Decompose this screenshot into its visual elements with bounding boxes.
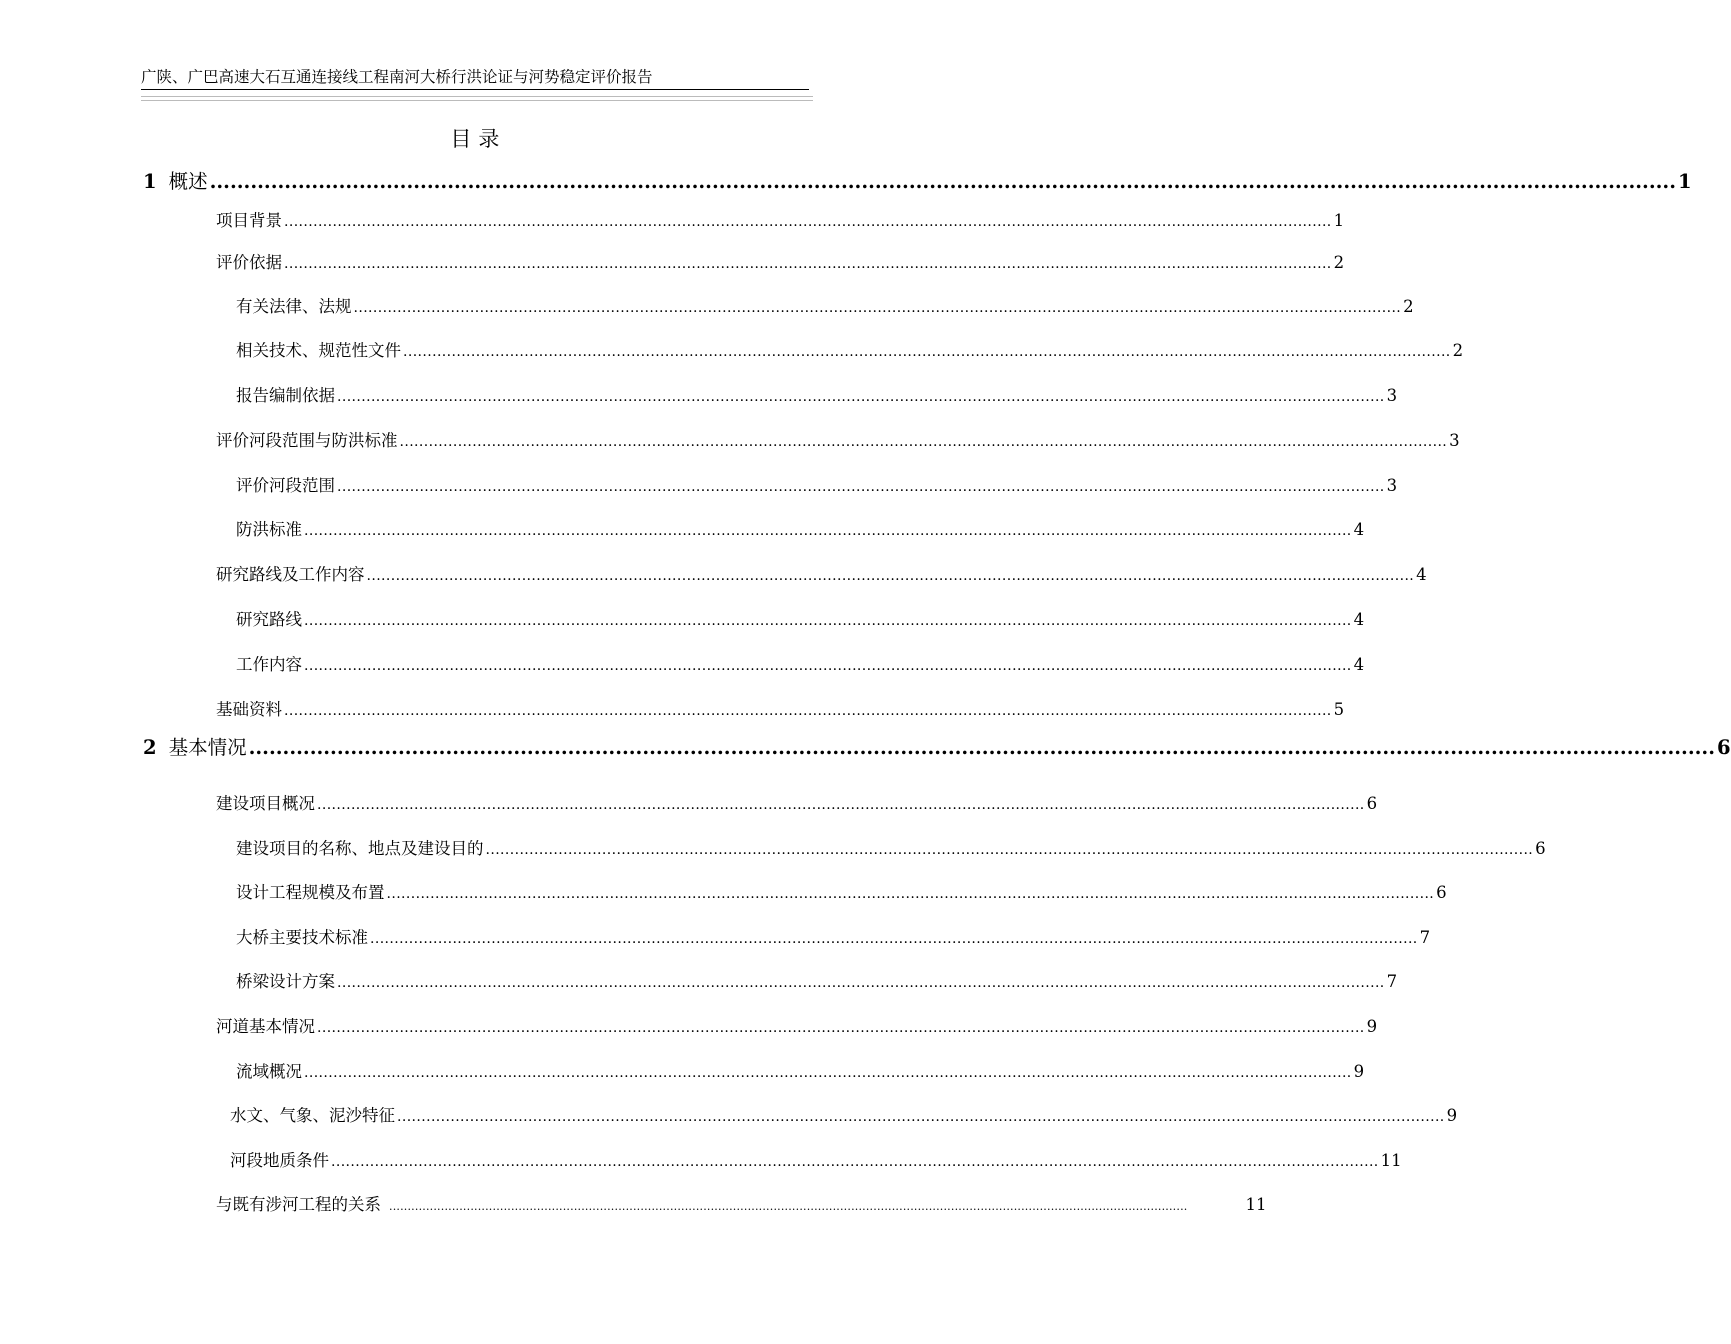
page-number: 3 bbox=[1386, 386, 1398, 405]
page-number: 1 bbox=[1333, 211, 1345, 230]
dot-leader: ........................................................................................................................................................................................................................ bbox=[304, 1065, 1352, 1081]
toc-entry[interactable] bbox=[230, 1149, 1402, 1173]
entry-title: 评价依据 bbox=[216, 253, 282, 272]
toc-entry[interactable] bbox=[216, 1193, 1267, 1217]
toc-entry[interactable] bbox=[236, 653, 1365, 677]
chapter-title: 概述 bbox=[168, 170, 208, 193]
dot-leader: ........................................................................................................................................................................................................................ bbox=[485, 842, 1534, 858]
page-number: 3 bbox=[1449, 431, 1460, 450]
toc-entry[interactable] bbox=[216, 563, 1427, 587]
entry-title: 流域概况 bbox=[236, 1062, 302, 1081]
dot-leader: ........................................................................................................................................................................................................................ bbox=[304, 613, 1352, 629]
entry-title: 相关技术、规范性文件 bbox=[236, 341, 401, 360]
page-number: 6 bbox=[1366, 794, 1378, 813]
toc-entry[interactable] bbox=[216, 251, 1345, 275]
entry-title: 与既有涉河工程的关系 bbox=[216, 1195, 381, 1214]
dot-leader: ........................................................................................................................................................................................................................ bbox=[337, 479, 1385, 495]
dot-leader: ........................................................................................................................................................................................................................ bbox=[317, 797, 1365, 813]
page-number: 2 bbox=[1452, 341, 1464, 360]
toc-entry[interactable] bbox=[236, 608, 1365, 632]
entry-title: 桥梁设计方案 bbox=[236, 972, 335, 991]
chapter-number: 1 bbox=[143, 170, 157, 193]
dot-leader: ........................................................................................................................................................................................................................ bbox=[337, 975, 1385, 991]
page-number: 4 bbox=[1353, 655, 1365, 674]
dot-leader: ........................................................................................................................................................................................................................ bbox=[397, 1109, 1445, 1125]
dot-leader: ........................................................................................................................................................................................................................ bbox=[284, 256, 1332, 272]
toc-entry[interactable] bbox=[216, 209, 1345, 233]
toc-entry[interactable] bbox=[236, 339, 1464, 363]
toc-entry[interactable] bbox=[236, 474, 1398, 498]
entry-title: 建设项目的名称、地点及建设目的 bbox=[236, 839, 484, 858]
page-number: 6 bbox=[1436, 883, 1447, 902]
toc-entry[interactable] bbox=[236, 837, 1546, 861]
entry-title: 研究路线及工作内容 bbox=[216, 565, 365, 584]
toc-title: 目 录 bbox=[450, 127, 500, 151]
dot-leader: ........................................................................................................................................................................................................................ bbox=[353, 300, 1402, 316]
dot-leader: ........................................................................................................................................................................................................................ bbox=[284, 703, 1332, 719]
entry-title: 建设项目概况 bbox=[216, 794, 315, 813]
toc-chapter-1[interactable] bbox=[143, 167, 1692, 197]
page-number: 5 bbox=[1333, 700, 1345, 719]
entry-title: 评价河段范围 bbox=[236, 476, 335, 495]
toc-entry[interactable] bbox=[230, 1104, 1458, 1128]
dot-leader: ........................................................................................................................................................................................................................ bbox=[366, 568, 1415, 584]
page-number: 9 bbox=[1446, 1106, 1458, 1125]
dot-leader: ........................................................................................................................................................................................................................ bbox=[304, 658, 1352, 674]
toc-entry[interactable] bbox=[216, 792, 1378, 816]
page-number: 6 bbox=[1716, 736, 1731, 759]
running-header: 广陕、广巴高速大石互通连接线工程南河大桥行洪论证与河势稳定评价报告 bbox=[141, 68, 653, 86]
page-number: 11 bbox=[1245, 1195, 1267, 1214]
header-rule bbox=[141, 89, 809, 90]
toc-chapter-2[interactable] bbox=[143, 733, 1731, 763]
dot-leader: ........................................................................................................................................................................................................................ bbox=[331, 1154, 1379, 1170]
toc-entry[interactable] bbox=[236, 518, 1365, 542]
page-number: 2 bbox=[1403, 297, 1414, 316]
header-double-rule bbox=[141, 96, 813, 101]
entry-title: 有关法律、法规 bbox=[236, 297, 352, 316]
toc-entry[interactable] bbox=[216, 1015, 1378, 1039]
entry-title: 研究路线 bbox=[236, 610, 302, 629]
entry-title: 工作内容 bbox=[236, 655, 302, 674]
entry-title: 河段地质条件 bbox=[230, 1151, 329, 1170]
dot-leader: ........................................................................................................................................................................................................................ bbox=[248, 736, 1715, 759]
page-number: 4 bbox=[1353, 610, 1365, 629]
page-number: 6 bbox=[1535, 839, 1546, 858]
entry-title: 项目背景 bbox=[216, 211, 282, 230]
page-number: 3 bbox=[1386, 476, 1398, 495]
page-number: 1 bbox=[1677, 170, 1692, 193]
dot-leader: ........................................................................................................................................................................................................................ bbox=[209, 170, 1676, 193]
toc-entry[interactable] bbox=[236, 881, 1447, 905]
toc-entry[interactable] bbox=[216, 698, 1345, 722]
dot-leader: ........................................................................................................................................................................................................................ bbox=[403, 344, 1451, 360]
toc-entry[interactable] bbox=[236, 970, 1398, 994]
page-number: 11 bbox=[1380, 1151, 1402, 1170]
dot-leader: ........................................................................................................................................................................................................................ bbox=[399, 434, 1448, 450]
entry-title: 设计工程规模及布置 bbox=[236, 883, 385, 902]
page-number: 9 bbox=[1353, 1062, 1365, 1081]
toc-entry[interactable] bbox=[236, 926, 1431, 950]
entry-title: 报告编制依据 bbox=[236, 386, 335, 405]
toc-entry[interactable] bbox=[236, 1060, 1365, 1084]
chapter-number: 2 bbox=[143, 736, 157, 759]
entry-title: 大桥主要技术标准 bbox=[236, 928, 368, 947]
toc-entry[interactable] bbox=[236, 384, 1398, 408]
dot-leader: ........................................................................................................................................................................................................................ bbox=[337, 389, 1385, 405]
dot-leader: ........................................................................................................................................................................................................................ bbox=[389, 1200, 1188, 1213]
dot-leader: ........................................................................................................................................................................................................................ bbox=[370, 931, 1418, 947]
entry-title: 评价河段范围与防洪标准 bbox=[216, 431, 398, 450]
dot-leader: ........................................................................................................................................................................................................................ bbox=[284, 214, 1332, 230]
entry-title: 河道基本情况 bbox=[216, 1017, 315, 1036]
dot-leader: ........................................................................................................................................................................................................................ bbox=[304, 523, 1352, 539]
toc-entry[interactable] bbox=[236, 295, 1414, 319]
toc-entry[interactable] bbox=[216, 429, 1460, 453]
page-number: 7 bbox=[1419, 928, 1431, 947]
entry-title: 水文、气象、泥沙特征 bbox=[230, 1106, 395, 1125]
dot-leader: ........................................................................................................................................................................................................................ bbox=[386, 886, 1435, 902]
chapter-title: 基本情况 bbox=[168, 736, 247, 759]
dot-leader: ........................................................................................................................................................................................................................ bbox=[317, 1020, 1365, 1036]
page-number: 4 bbox=[1416, 565, 1427, 584]
entry-title: 基础资料 bbox=[216, 700, 282, 719]
page-number: 9 bbox=[1366, 1017, 1378, 1036]
page-number: 7 bbox=[1386, 972, 1398, 991]
page-number: 4 bbox=[1353, 520, 1365, 539]
page-number: 2 bbox=[1333, 253, 1345, 272]
entry-title: 防洪标准 bbox=[236, 520, 302, 539]
